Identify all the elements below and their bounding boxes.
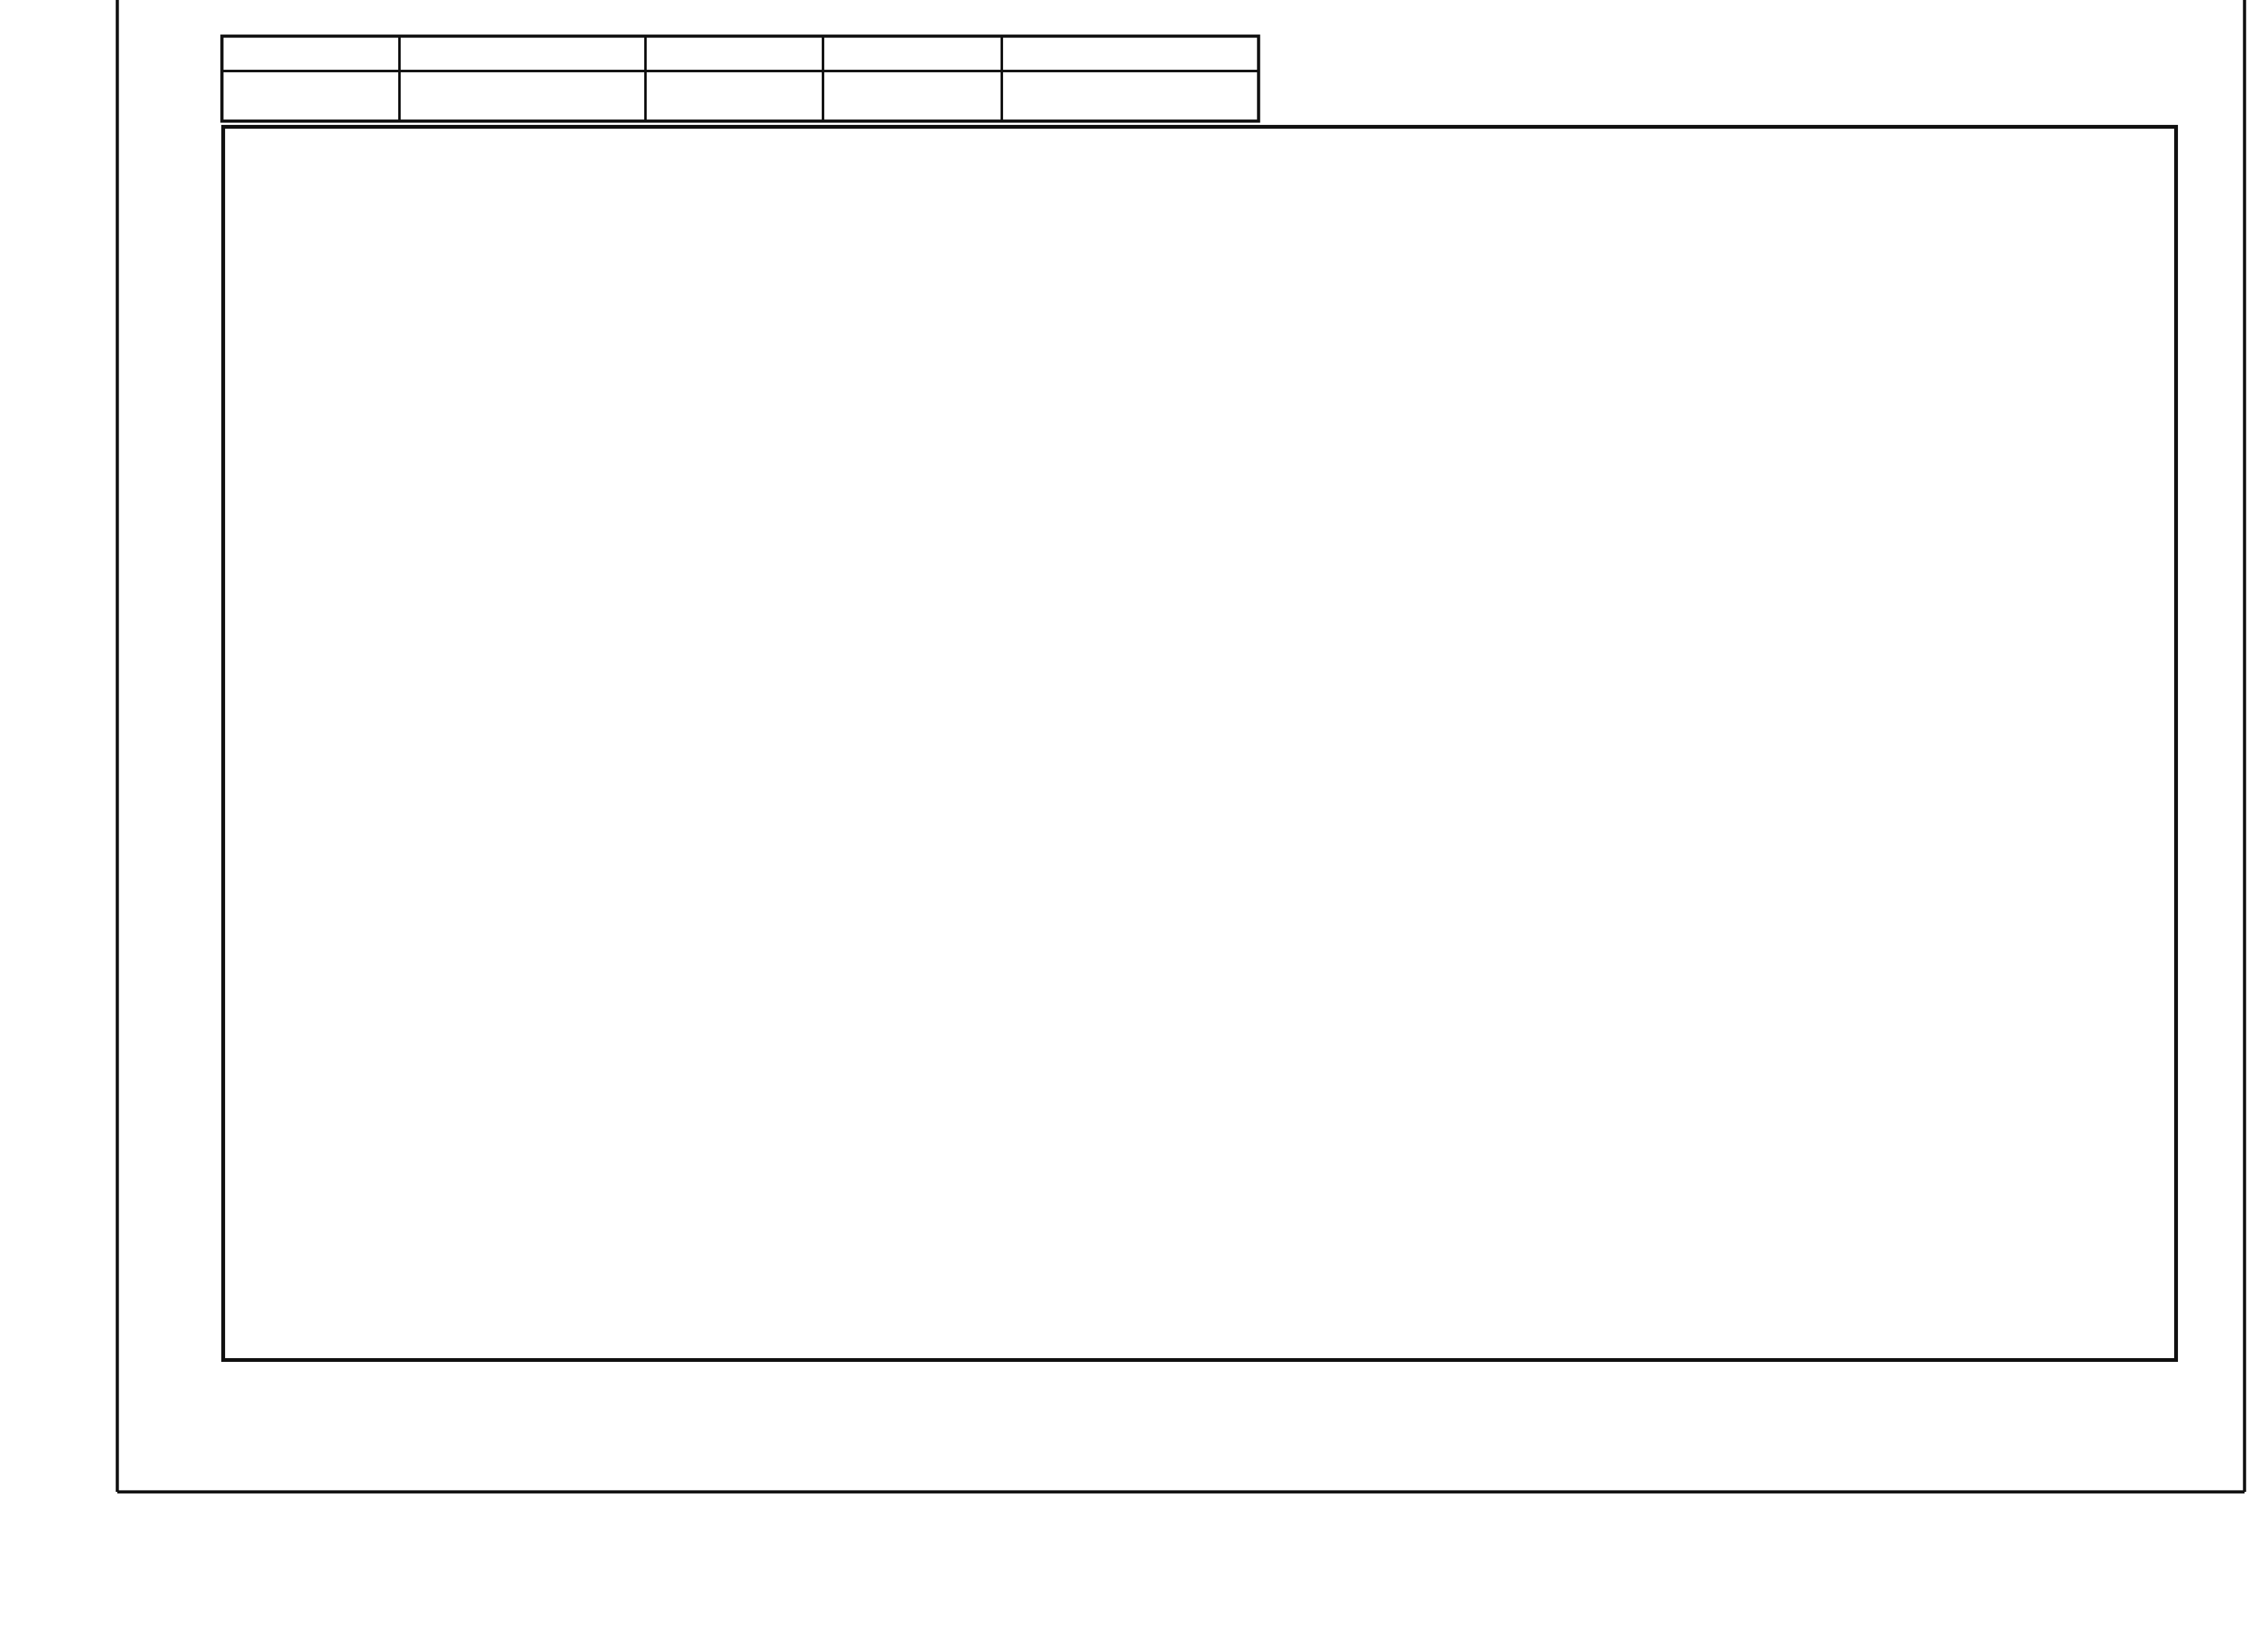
table-grid <box>117 0 2245 1492</box>
